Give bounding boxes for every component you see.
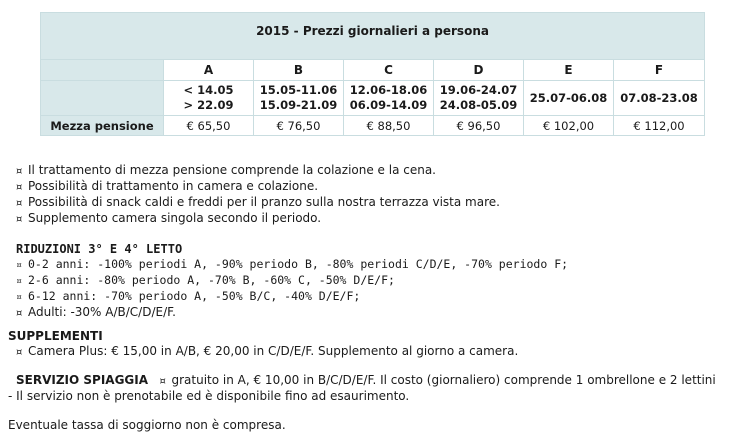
column-header-e: E: [524, 60, 614, 81]
note-text: Supplemento camera singola secondo il periodo.: [28, 211, 322, 225]
riduzioni-text: 6-12 anni: -70% periodo A, -50% B/C, -40% D/E/F;: [28, 289, 361, 303]
price-f: € 112,00: [614, 116, 705, 136]
period-f: [614, 81, 705, 116]
bullet-icon: ¤: [16, 292, 23, 303]
spiaggia-line: [8, 373, 716, 389]
period-b: [254, 81, 344, 116]
period-d: [434, 81, 524, 116]
riduzioni-text: Adulti: -30% A/B/C/D/E/F.: [28, 305, 176, 319]
period-a-line2: > 22.09: [183, 98, 234, 112]
period-f-line1: 07.08-23.08: [620, 90, 698, 105]
riduzioni-heading: RIDUZIONI 3° E 4° LETTO: [16, 242, 183, 256]
bullet-icon: ¤: [16, 182, 23, 193]
column-header-c: C: [344, 60, 434, 81]
supplementi-item: [8, 344, 518, 360]
price-a: € 65,50: [164, 116, 254, 136]
bullet-icon: ¤: [159, 376, 166, 387]
bullet-icon: ¤: [16, 166, 23, 177]
note-text: Possibilità di snack caldi e freddi per il pranzo sulla nostra terrazza vista mare.: [28, 195, 500, 209]
column-header-b: B: [254, 60, 344, 81]
price-e: € 102,00: [524, 116, 614, 136]
row-label-mezza-pensione: Mezza pensione: [41, 116, 164, 136]
riduzioni-text: 0-2 anni: -100% periodi A, -90% periodo B, -80% periodi C/D/E, -70% periodo F;: [28, 257, 569, 271]
table-title: 2015 - Prezzi giornalieri a persona: [41, 13, 705, 50]
price-b: € 76,50: [254, 116, 344, 136]
price-table: [40, 12, 705, 136]
bullet-icon: ¤: [16, 347, 23, 358]
price-d: € 96,50: [434, 116, 524, 136]
table-title-spacer: [41, 49, 705, 60]
spiaggia-continuation: - Il servizio non è prenotabile ed è disponibile fino ad esaurimento.: [8, 389, 410, 403]
period-c-line1: 12.06-18.06: [349, 83, 428, 97]
period-empty-cell: [41, 81, 164, 116]
notes-section: [16, 163, 568, 321]
note-text: Possibilità di trattamento in camera e colazione.: [28, 179, 319, 193]
period-c: [344, 81, 434, 116]
supplementi-section: [8, 329, 518, 360]
column-header-a: A: [164, 60, 254, 81]
column-header-row: [41, 60, 705, 81]
riduzioni-item: [16, 289, 568, 305]
supplementi-heading: SUPPLEMENTI: [8, 329, 103, 343]
tassa-note: Eventuale tassa di soggiorno non è compresa.: [8, 418, 286, 432]
column-header-d: D: [434, 60, 524, 81]
note-item: [16, 195, 568, 211]
period-c-line2: 06.09-14.09: [349, 98, 428, 112]
note-item: [16, 163, 568, 179]
riduzioni-item: [16, 257, 568, 273]
period-d-line1: 19.06-24.07: [439, 83, 518, 97]
note-item: [16, 211, 568, 227]
period-e-line1: 25.07-06.08: [529, 90, 608, 105]
bullet-icon: ¤: [16, 308, 23, 319]
period-e: [524, 81, 614, 116]
riduzioni-item: [16, 305, 568, 321]
spiaggia-heading: SERVIZIO SPIAGGIA: [16, 373, 149, 387]
spiaggia-text: gratuito in A, € 10,00 in B/C/D/E/F. Il costo (giornaliero) comprende 1 ombrellone e 2 lettini: [171, 373, 716, 387]
spiaggia-section: [8, 373, 716, 404]
period-a-line1: < 14.05: [183, 83, 234, 97]
riduzioni-item: [16, 273, 568, 289]
supplementi-text: Camera Plus: € 15,00 in A/B, € 20,00 in C/D/E/F. Supplemento al giorno a camera.: [28, 344, 519, 358]
header-empty-cell: [41, 60, 164, 81]
column-header-f: F: [614, 60, 705, 81]
period-b-line2: 15.09-21.09: [259, 98, 338, 112]
period-d-line2: 24.08-05.09: [439, 98, 518, 112]
price-row: [41, 116, 705, 136]
bullet-icon: ¤: [16, 260, 23, 271]
note-item: [16, 179, 568, 195]
period-row: [41, 81, 705, 116]
note-text: Il trattamento di mezza pensione comprende la colazione e la cena.: [28, 163, 436, 177]
period-b-line1: 15.05-11.06: [259, 83, 338, 97]
period-a: [164, 81, 254, 116]
riduzioni-text: 2-6 anni: -80% periodo A, -70% B, -60% C, -50% D/E/F;: [28, 273, 395, 287]
bullet-icon: ¤: [16, 214, 23, 225]
price-c: € 88,50: [344, 116, 434, 136]
bullet-icon: ¤: [16, 276, 23, 287]
bullet-icon: ¤: [16, 198, 23, 209]
